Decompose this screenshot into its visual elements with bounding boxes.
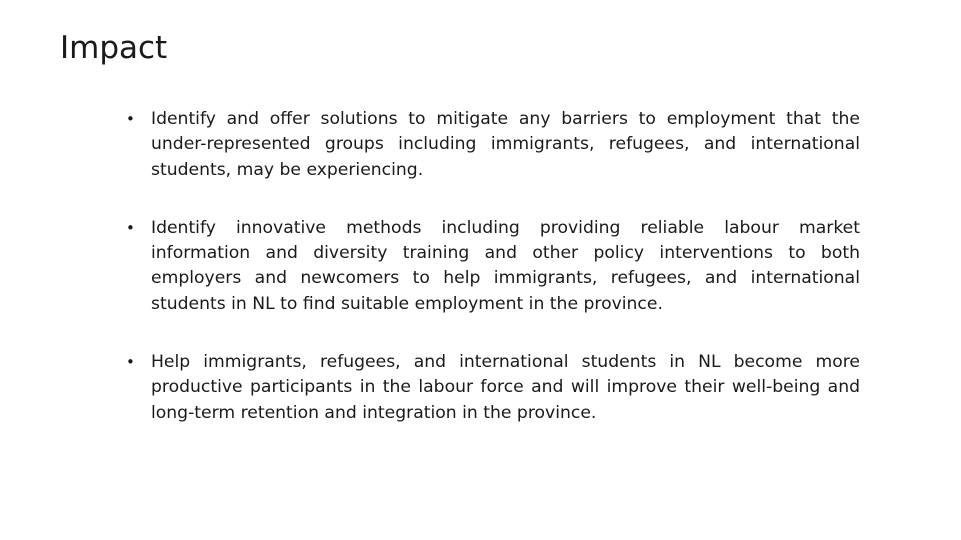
bullet-item	[126, 216, 860, 317]
slide-title: Impact	[60, 30, 168, 66]
bullet-item	[126, 107, 860, 183]
bullet-icon: •	[126, 353, 135, 372]
bullet-item	[126, 350, 860, 426]
bullet-icon: •	[126, 110, 135, 128]
bullet-icon: •	[126, 218, 135, 237]
bullet-text: Help immigrants, refugees, and international students in NL become more productive participants in the labour force and will improve their well-being and long-term retention and integration in the province.	[151, 352, 860, 423]
bullet-list	[126, 107, 860, 459]
bullet-text: Identify innovative methods including providing reliable labour market information and diversity training and other policy interventions to both employers and newcomers to help immigrants, refugees, and international students in NL to find suitable employment in the province.	[151, 217, 860, 314]
bullet-text: Identify and offer solutions to mitigate any barriers to employment that the under-represented groups including immigrants, refugees, and international students, may be experiencing.	[151, 109, 860, 180]
